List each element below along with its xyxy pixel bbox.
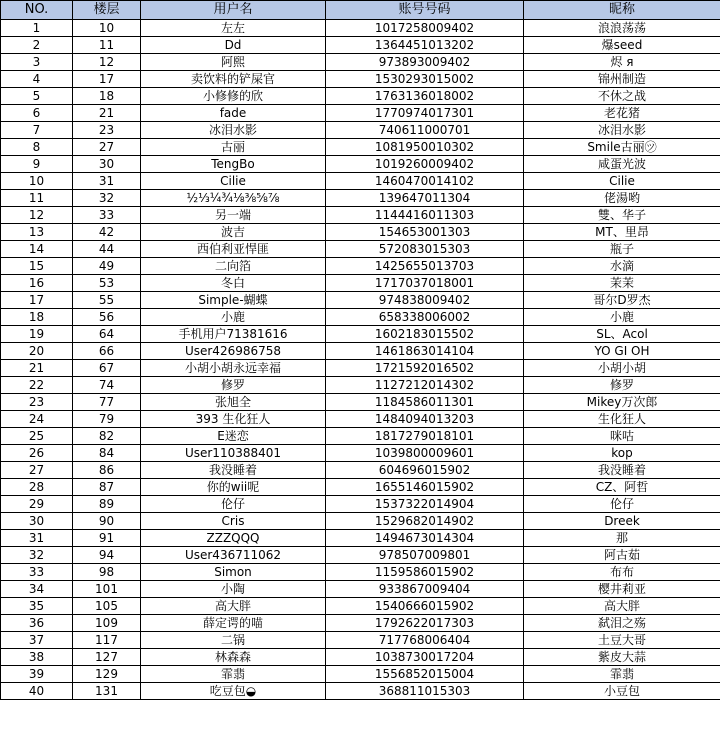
cell-account[interactable]: 1529682014902 (326, 513, 524, 530)
cell-username[interactable]: 你的wii呢 (141, 479, 326, 496)
cell-account[interactable]: 368811015303 (326, 683, 524, 700)
cell-floor[interactable]: 42 (73, 224, 141, 241)
table-row (1, 258, 720, 275)
cell-username[interactable]: 张旭全 (141, 394, 326, 411)
cell-username[interactable]: 小陶 (141, 581, 326, 598)
table-row (1, 71, 720, 88)
cell-username[interactable]: 手机用户71381616 (141, 326, 326, 343)
cell-username[interactable]: 霏翡 (141, 666, 326, 683)
cell-floor[interactable]: 23 (73, 122, 141, 139)
cell-nickname[interactable]: 霏翡 (524, 666, 720, 683)
cell-no[interactable]: 25 (1, 428, 73, 445)
cell-nickname[interactable]: 生化狂人 (524, 411, 720, 428)
cell-username[interactable]: Dd (141, 37, 326, 54)
table-row (1, 105, 720, 122)
cell-nickname[interactable]: SL、Acol (524, 326, 720, 343)
cell-username[interactable]: 二向箔 (141, 258, 326, 275)
table-body (1, 20, 720, 700)
cell-account[interactable]: 1038730017204 (326, 649, 524, 666)
cell-username[interactable]: 吃豆包◒ (141, 683, 326, 700)
cell-nickname[interactable]: MT、里昂 (524, 224, 720, 241)
cell-nickname[interactable]: 那 (524, 530, 720, 547)
cell-account[interactable]: 1017258009402 (326, 20, 524, 37)
cell-nickname[interactable]: 弑泪之殇 (524, 615, 720, 632)
cell-floor[interactable]: 49 (73, 258, 141, 275)
cell-floor[interactable]: 94 (73, 547, 141, 564)
cell-nickname[interactable]: 锦州制造 (524, 71, 720, 88)
cell-username[interactable]: Simple-蝴蝶 (141, 292, 326, 309)
cell-no[interactable]: 36 (1, 615, 73, 632)
table-row (1, 411, 720, 428)
cell-nickname[interactable]: Smile古丽㋡ (524, 139, 720, 156)
cell-floor[interactable]: 17 (73, 71, 141, 88)
cell-no[interactable]: 3 (1, 54, 73, 71)
table-row (1, 547, 720, 564)
cell-no[interactable]: 4 (1, 71, 73, 88)
cell-username[interactable]: Simon (141, 564, 326, 581)
cell-username[interactable]: 二锅 (141, 632, 326, 649)
cell-floor[interactable]: 86 (73, 462, 141, 479)
cell-username[interactable]: 393 生化狂人 (141, 411, 326, 428)
table-row (1, 360, 720, 377)
table-row (1, 479, 720, 496)
cell-no[interactable]: 5 (1, 88, 73, 105)
table-row (1, 445, 720, 462)
cell-username[interactable]: 我没睡着 (141, 462, 326, 479)
table-row (1, 462, 720, 479)
cell-floor[interactable]: 79 (73, 411, 141, 428)
cell-no[interactable]: 37 (1, 632, 73, 649)
table-row (1, 139, 720, 156)
cell-no[interactable]: 17 (1, 292, 73, 309)
table-row (1, 666, 720, 683)
cell-username[interactable]: TengBo (141, 156, 326, 173)
table-row (1, 275, 720, 292)
cell-username[interactable]: Cris (141, 513, 326, 530)
table-row (1, 615, 720, 632)
cell-floor[interactable]: 131 (73, 683, 141, 700)
cell-nickname[interactable]: 茉茉 (524, 275, 720, 292)
cell-account[interactable]: 1770974017301 (326, 105, 524, 122)
cell-no[interactable]: 6 (1, 105, 73, 122)
cell-no[interactable]: 1 (1, 20, 73, 37)
cell-nickname[interactable]: 高大胖 (524, 598, 720, 615)
table-row (1, 173, 720, 190)
cell-nickname[interactable]: 我没睡着 (524, 462, 720, 479)
cell-nickname[interactable]: 伦仔 (524, 496, 720, 513)
cell-account[interactable]: 974838009402 (326, 292, 524, 309)
cell-account[interactable]: 1039800009601 (326, 445, 524, 462)
cell-no[interactable]: 35 (1, 598, 73, 615)
header-account[interactable]: 账号号码 (326, 1, 524, 20)
cell-account[interactable]: 1540666015902 (326, 598, 524, 615)
cell-no[interactable]: 28 (1, 479, 73, 496)
table-row (1, 190, 720, 207)
cell-floor[interactable]: 129 (73, 666, 141, 683)
cell-nickname[interactable]: YO GI OH (524, 343, 720, 360)
cell-nickname[interactable]: 阿古茹 (524, 547, 720, 564)
cell-no[interactable]: 32 (1, 547, 73, 564)
cell-username[interactable]: 西伯利亚悍匪 (141, 241, 326, 258)
cell-username[interactable]: 冰泪水影 (141, 122, 326, 139)
cell-nickname[interactable]: CZ、阿哲 (524, 479, 720, 496)
cell-username[interactable]: fade (141, 105, 326, 122)
cell-username[interactable]: 小修修的欣 (141, 88, 326, 105)
cell-nickname[interactable]: 不休之战 (524, 88, 720, 105)
cell-username[interactable]: 阿熙 (141, 54, 326, 71)
cell-username[interactable]: Cilie (141, 173, 326, 190)
cell-floor[interactable]: 32 (73, 190, 141, 207)
cell-no[interactable]: 38 (1, 649, 73, 666)
table-row (1, 581, 720, 598)
header-no[interactable]: NO. (1, 1, 73, 20)
cell-account[interactable]: 1144416011303 (326, 207, 524, 224)
cell-floor[interactable]: 89 (73, 496, 141, 513)
cell-account[interactable]: 1184586011301 (326, 394, 524, 411)
cell-no[interactable]: 11 (1, 190, 73, 207)
table-row (1, 496, 720, 513)
cell-no[interactable]: 13 (1, 224, 73, 241)
cell-username[interactable]: 薛定谔的喵 (141, 615, 326, 632)
table-row (1, 598, 720, 615)
cell-floor[interactable]: 64 (73, 326, 141, 343)
cell-no[interactable]: 31 (1, 530, 73, 547)
table-row (1, 20, 720, 37)
cell-account[interactable]: 139647011304 (326, 190, 524, 207)
table-row (1, 122, 720, 139)
cell-username[interactable]: 小鹿 (141, 309, 326, 326)
cell-account[interactable]: 978507009801 (326, 547, 524, 564)
cell-floor[interactable]: 21 (73, 105, 141, 122)
cell-floor[interactable]: 101 (73, 581, 141, 598)
cell-nickname[interactable]: 修罗 (524, 377, 720, 394)
cell-account[interactable]: 1461863014104 (326, 343, 524, 360)
cell-floor[interactable]: 66 (73, 343, 141, 360)
cell-username[interactable]: User110388401 (141, 445, 326, 462)
cell-account[interactable]: 1655146015902 (326, 479, 524, 496)
cell-nickname[interactable]: Cilie (524, 173, 720, 190)
cell-nickname[interactable]: 浪浪荡荡 (524, 20, 720, 37)
cell-no[interactable]: 20 (1, 343, 73, 360)
cell-account[interactable]: 1081950010302 (326, 139, 524, 156)
cell-floor[interactable]: 55 (73, 292, 141, 309)
cell-username[interactable]: 波吉 (141, 224, 326, 241)
cell-username[interactable]: 高大胖 (141, 598, 326, 615)
table-row (1, 88, 720, 105)
cell-floor[interactable]: 105 (73, 598, 141, 615)
cell-username[interactable]: 卖饮料的铲屎官 (141, 71, 326, 88)
table-row (1, 241, 720, 258)
cell-no[interactable]: 2 (1, 37, 73, 54)
table-row (1, 632, 720, 649)
cell-account[interactable]: 933867009404 (326, 581, 524, 598)
table-row (1, 326, 720, 343)
cell-nickname[interactable]: 小鹿 (524, 309, 720, 326)
cell-floor[interactable]: 31 (73, 173, 141, 190)
cell-account[interactable]: 1127212014302 (326, 377, 524, 394)
cell-nickname[interactable]: Dreek (524, 513, 720, 530)
cell-account[interactable]: 1556852015004 (326, 666, 524, 683)
cell-username[interactable]: 林森森 (141, 649, 326, 666)
cell-floor[interactable]: 11 (73, 37, 141, 54)
cell-nickname[interactable]: 冰泪水影 (524, 122, 720, 139)
cell-nickname[interactable]: 布布 (524, 564, 720, 581)
cell-username[interactable]: User436711062 (141, 547, 326, 564)
cell-account[interactable]: 740611000701 (326, 122, 524, 139)
cell-account[interactable]: 154653001303 (326, 224, 524, 241)
header-nickname[interactable]: 昵称 (524, 1, 720, 20)
cell-no[interactable]: 29 (1, 496, 73, 513)
cell-no[interactable]: 8 (1, 139, 73, 156)
cell-nickname[interactable]: 樱井莉亚 (524, 581, 720, 598)
cell-nickname[interactable]: 咪咕 (524, 428, 720, 445)
table-row (1, 394, 720, 411)
cell-username[interactable]: 冬白 (141, 275, 326, 292)
cell-account[interactable]: 1792622017303 (326, 615, 524, 632)
table-row (1, 309, 720, 326)
table-row (1, 530, 720, 547)
cell-nickname[interactable]: 小胡小胡 (524, 360, 720, 377)
cell-account[interactable]: 1019260009402 (326, 156, 524, 173)
cell-username[interactable]: 伦仔 (141, 496, 326, 513)
cell-floor[interactable]: 74 (73, 377, 141, 394)
cell-nickname[interactable]: 咸蛋光波 (524, 156, 720, 173)
cell-floor[interactable]: 82 (73, 428, 141, 445)
cell-account[interactable]: 1537322014904 (326, 496, 524, 513)
cell-floor[interactable]: 56 (73, 309, 141, 326)
cell-no[interactable]: 10 (1, 173, 73, 190)
cell-floor[interactable]: 30 (73, 156, 141, 173)
cell-no[interactable]: 15 (1, 258, 73, 275)
cell-no[interactable]: 23 (1, 394, 73, 411)
cell-nickname[interactable]: 老花猪 (524, 105, 720, 122)
cell-account[interactable]: 973893009402 (326, 54, 524, 71)
cell-floor[interactable]: 91 (73, 530, 141, 547)
cell-nickname[interactable]: 紫皮大蒜 (524, 649, 720, 666)
cell-username[interactable]: ZZZQQQ (141, 530, 326, 547)
cell-no[interactable]: 9 (1, 156, 73, 173)
cell-account[interactable]: 1425655013703 (326, 258, 524, 275)
cell-floor[interactable]: 127 (73, 649, 141, 666)
cell-no[interactable]: 26 (1, 445, 73, 462)
cell-account[interactable]: 1484094013203 (326, 411, 524, 428)
cell-nickname[interactable]: 水滴 (524, 258, 720, 275)
cell-floor[interactable]: 87 (73, 479, 141, 496)
cell-no[interactable]: 16 (1, 275, 73, 292)
cell-username[interactable]: 古丽 (141, 139, 326, 156)
cell-floor[interactable]: 98 (73, 564, 141, 581)
cell-no[interactable]: 40 (1, 683, 73, 700)
cell-no[interactable]: 18 (1, 309, 73, 326)
cell-account[interactable]: 604696015902 (326, 462, 524, 479)
cell-floor[interactable]: 27 (73, 139, 141, 156)
table-row (1, 649, 720, 666)
table-row (1, 428, 720, 445)
cell-nickname[interactable]: Mikey万次郎 (524, 394, 720, 411)
cell-no[interactable]: 33 (1, 564, 73, 581)
cell-account[interactable]: 572083015303 (326, 241, 524, 258)
cell-account[interactable]: 658338006002 (326, 309, 524, 326)
cell-floor[interactable]: 117 (73, 632, 141, 649)
cell-nickname[interactable]: 雙、华子 (524, 207, 720, 224)
table-row (1, 54, 720, 71)
cell-username[interactable]: 小胡小胡永远幸福 (141, 360, 326, 377)
cell-account[interactable]: 1817279018101 (326, 428, 524, 445)
cell-nickname[interactable]: 小豆包 (524, 683, 720, 700)
cell-username[interactable]: 左左 (141, 20, 326, 37)
table-row (1, 683, 720, 700)
cell-account[interactable]: 1494673014304 (326, 530, 524, 547)
table-row (1, 207, 720, 224)
cell-account[interactable]: 1460470014102 (326, 173, 524, 190)
cell-no[interactable]: 30 (1, 513, 73, 530)
cell-account[interactable]: 1763136018002 (326, 88, 524, 105)
cell-floor[interactable]: 77 (73, 394, 141, 411)
table-row (1, 564, 720, 581)
cell-account[interactable]: 1530293015002 (326, 71, 524, 88)
cell-floor[interactable]: 90 (73, 513, 141, 530)
cell-username[interactable]: E迷恋 (141, 428, 326, 445)
cell-no[interactable]: 21 (1, 360, 73, 377)
table-row (1, 224, 720, 241)
cell-username[interactable]: 另一端 (141, 207, 326, 224)
cell-no[interactable]: 39 (1, 666, 73, 683)
cell-nickname[interactable]: 瓶子 (524, 241, 720, 258)
cell-no[interactable]: 12 (1, 207, 73, 224)
cell-nickname[interactable]: 烬 я (524, 54, 720, 71)
cell-account[interactable]: 1602183015502 (326, 326, 524, 343)
table-row (1, 292, 720, 309)
cell-no[interactable]: 34 (1, 581, 73, 598)
cell-no[interactable]: 7 (1, 122, 73, 139)
cell-no[interactable]: 24 (1, 411, 73, 428)
cell-username[interactable]: 修罗 (141, 377, 326, 394)
header-username[interactable]: 用户名 (141, 1, 326, 20)
table-row (1, 37, 720, 54)
cell-nickname[interactable]: kop (524, 445, 720, 462)
cell-account[interactable]: 717768006404 (326, 632, 524, 649)
cell-account[interactable]: 1717037018001 (326, 275, 524, 292)
cell-account[interactable]: 1364451013202 (326, 37, 524, 54)
cell-floor[interactable]: 44 (73, 241, 141, 258)
table-row (1, 377, 720, 394)
cell-no[interactable]: 22 (1, 377, 73, 394)
cell-floor[interactable]: 12 (73, 54, 141, 71)
cell-floor[interactable]: 109 (73, 615, 141, 632)
cell-no[interactable]: 27 (1, 462, 73, 479)
header-floor[interactable]: 楼层 (73, 1, 141, 20)
cell-username[interactable]: User426986758 (141, 343, 326, 360)
cell-nickname[interactable]: 土豆大哥 (524, 632, 720, 649)
table-row (1, 156, 720, 173)
cell-username[interactable]: ½⅓¼¾⅛⅜⅝⅞ (141, 190, 326, 207)
cell-floor[interactable]: 10 (73, 20, 141, 37)
cell-floor[interactable]: 33 (73, 207, 141, 224)
cell-nickname[interactable]: 哥尔D罗杰 (524, 292, 720, 309)
cell-no[interactable]: 19 (1, 326, 73, 343)
cell-account[interactable]: 1159586015902 (326, 564, 524, 581)
table-row (1, 343, 720, 360)
cell-floor[interactable]: 18 (73, 88, 141, 105)
cell-nickname[interactable]: 爆seed (524, 37, 720, 54)
cell-floor[interactable]: 67 (73, 360, 141, 377)
cell-no[interactable]: 14 (1, 241, 73, 258)
header-row (1, 1, 720, 20)
table-row (1, 513, 720, 530)
cell-nickname[interactable]: 佬湯哟 (524, 190, 720, 207)
cell-account[interactable]: 1721592016502 (326, 360, 524, 377)
cell-floor[interactable]: 53 (73, 275, 141, 292)
cell-floor[interactable]: 84 (73, 445, 141, 462)
